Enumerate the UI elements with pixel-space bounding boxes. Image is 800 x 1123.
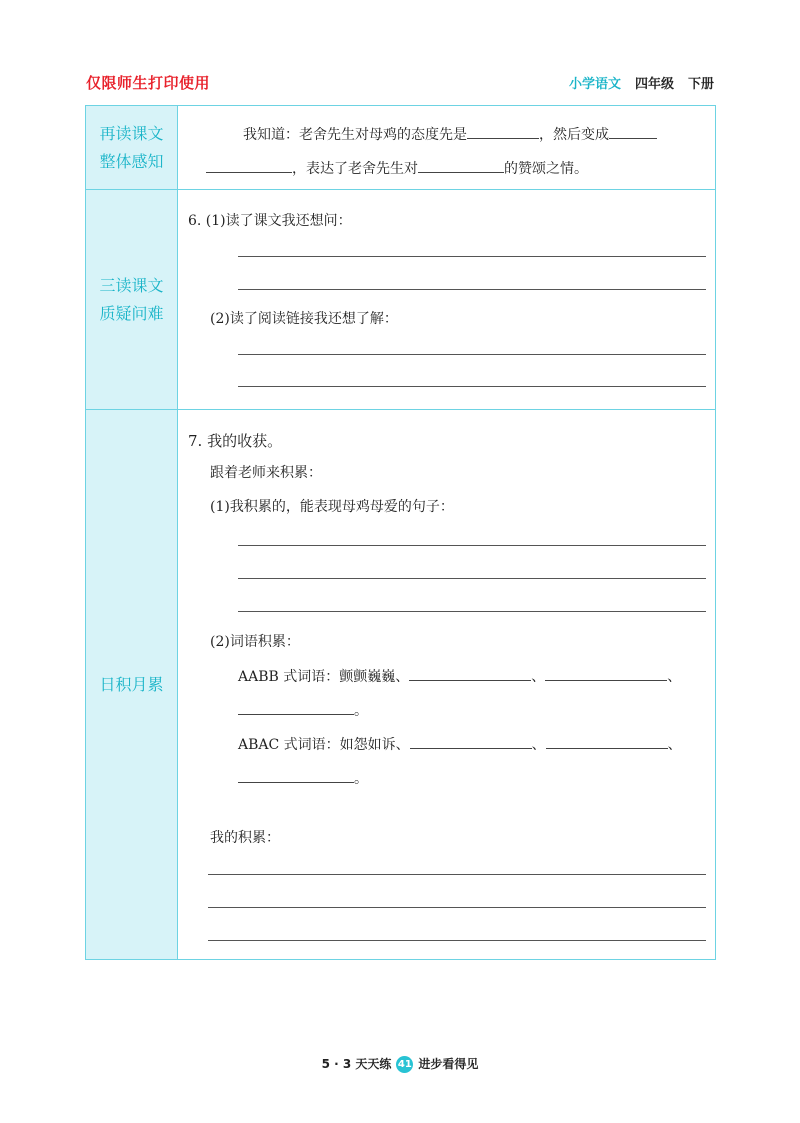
- grade-label: 四年级: [634, 77, 674, 92]
- sentence-text: 我知道：老舍先生对母鸡的态度先是: [243, 127, 467, 143]
- label-line: 整体感知: [99, 151, 164, 171]
- answer-line[interactable]: [238, 545, 706, 546]
- answer-line[interactable]: [238, 578, 706, 579]
- answer-blank[interactable]: [238, 698, 354, 715]
- section-reread: [86, 106, 716, 190]
- separator: 、: [531, 737, 546, 753]
- section-label: [86, 410, 178, 960]
- subject-label: 小学语文: [568, 77, 621, 92]
- print-notice: 仅限师生打印使用: [86, 74, 211, 92]
- term-label: 下册: [687, 77, 714, 92]
- page-footer: [0, 1055, 800, 1073]
- answer-blank[interactable]: [467, 122, 539, 139]
- period: 。: [354, 703, 368, 719]
- sentence-text: 的赞颂之情。: [504, 161, 588, 177]
- answer-blank[interactable]: [609, 122, 657, 139]
- answer-line[interactable]: [208, 940, 706, 941]
- question-7-2: (2)词语积累：: [210, 634, 300, 650]
- separator: 、: [667, 737, 682, 753]
- answer-line[interactable]: [238, 354, 706, 355]
- sentence-line-2: [206, 156, 588, 178]
- answer-blank[interactable]: [410, 732, 532, 749]
- label-line: 质疑问难: [99, 303, 164, 323]
- label-line: 三读课文: [99, 275, 164, 295]
- answer-line[interactable]: [238, 611, 706, 612]
- sentence-line-1: [243, 122, 657, 144]
- footer-slogan: 进步看得见: [418, 1057, 479, 1071]
- section-accumulate: [86, 410, 716, 960]
- answer-line[interactable]: [238, 256, 706, 257]
- section-content: [178, 190, 716, 410]
- abac-line: [238, 732, 682, 754]
- question-7: 7. 我的收获。: [188, 432, 283, 450]
- page-number: 41: [396, 1056, 413, 1073]
- answer-blank[interactable]: [418, 156, 504, 173]
- answer-line[interactable]: [238, 386, 706, 387]
- question-6-1: 6. (1)读了课文我还想问：: [188, 213, 352, 229]
- section-content: [178, 106, 716, 190]
- question-7-1: (1)我积累的，能表现母鸡母爱的句子：: [210, 499, 454, 515]
- question-6-2: (2)读了阅读链接我还想了解：: [210, 311, 398, 327]
- section-content: [178, 410, 716, 960]
- label-line: 再读课文: [99, 123, 164, 143]
- aabb-line: [238, 664, 681, 686]
- answer-line[interactable]: [208, 907, 706, 908]
- separator: 、: [667, 669, 682, 685]
- section-question: [86, 190, 716, 410]
- sentence-text: ，表达了老舍先生对: [292, 161, 418, 177]
- aabb-text: AABB 式词语：颤颤巍巍、: [238, 669, 410, 685]
- footer-brand: 5 · 3 天天练: [321, 1057, 392, 1071]
- section-label: [86, 106, 178, 190]
- answer-line[interactable]: [238, 289, 706, 290]
- book-info: [569, 73, 714, 92]
- answer-blank[interactable]: [545, 664, 667, 681]
- worksheet-table: [85, 105, 716, 960]
- separator: 、: [531, 669, 546, 685]
- my-accumulation: 我的积累：: [210, 830, 280, 846]
- period: 。: [354, 771, 368, 787]
- answer-line[interactable]: [208, 874, 706, 875]
- sentence-text: ，然后变成: [539, 127, 609, 143]
- aabb-line-2: [238, 698, 368, 720]
- abac-text: ABAC 式词语：如怨如诉、: [238, 737, 410, 753]
- abac-line-2: [238, 766, 368, 788]
- label-line: 日积月累: [99, 674, 164, 694]
- answer-blank[interactable]: [238, 766, 354, 783]
- answer-blank[interactable]: [409, 664, 531, 681]
- instruction: 跟着老师来积累：: [210, 465, 322, 481]
- answer-blank[interactable]: [206, 156, 292, 173]
- section-label: [86, 190, 178, 410]
- answer-blank[interactable]: [546, 732, 668, 749]
